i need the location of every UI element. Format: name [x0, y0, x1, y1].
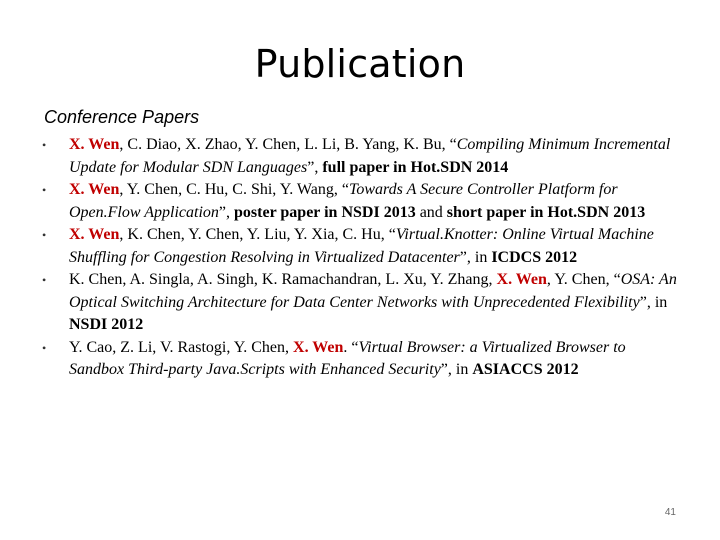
venue-text: ICDCS 2012	[491, 248, 578, 266]
authors-text: , Y. Chen, “	[546, 271, 621, 288]
bullet-icon: •	[42, 273, 47, 287]
separator-text: ”, in	[639, 293, 668, 311]
highlighted-author: X. Wen	[496, 271, 547, 288]
separator-text: ”, in	[440, 361, 473, 378]
paper-title: Compiling Minimum Incremental Update for Modular SDN Languages	[69, 136, 671, 176]
authors-text: , Y. Chen, C. Hu, C. Shi, Y. Wang, “	[119, 181, 349, 198]
bullet-icon: •	[42, 138, 47, 152]
separator-text: ”,	[218, 203, 235, 221]
publication-item	[42, 269, 682, 337]
separator-text: and	[415, 203, 447, 221]
paper-title: OSA: An Optical Switching Architecture for Data Center Networks with Unprecedented Flexibility	[69, 271, 677, 311]
publication-item	[42, 337, 682, 382]
authors-text: Y. Cao, Z. Li, V. Rastogi, Y. Chen,	[69, 338, 294, 356]
paper-title: Towards A Secure Controller Platform for Open.Flow Application	[69, 181, 618, 221]
highlighted-author: X. Wen	[69, 181, 120, 198]
highlighted-author: X. Wen	[293, 338, 344, 356]
venue-text: poster paper in NSDI 2013	[234, 203, 416, 221]
publication-item	[42, 179, 682, 224]
venue-text: full paper in Hot.SDN 2014	[322, 158, 509, 176]
publication-item	[42, 134, 682, 179]
venue-text: NSDI 2012	[69, 316, 144, 333]
separator-text: ”, in	[459, 248, 492, 266]
authors-text: K. Chen, A. Singla, A. Singh, K. Ramachandran, L. Xu, Y. Zhang,	[69, 271, 497, 288]
venue-text: short paper in Hot.SDN 2013	[446, 203, 646, 221]
page-number: 41	[664, 507, 676, 518]
separator-text: ”,	[307, 158, 323, 176]
paper-title: Virtual Browser: a Virtualized Browser to Sandbox Third-party Java.Scripts with Enhanced Security	[69, 338, 626, 378]
authors-text: , K. Chen, Y. Chen, Y. Liu, Y. Xia, C. Hu, “	[119, 226, 396, 243]
separator-text: . “	[343, 338, 359, 356]
highlighted-author: X. Wen	[69, 136, 120, 153]
publication-list	[42, 134, 682, 382]
bullet-icon: •	[42, 340, 47, 355]
venue-text: ASIACCS 2012	[472, 361, 579, 378]
slide-title: Publication	[254, 42, 466, 86]
authors-text: , C. Diao, X. Zhao, Y. Chen, L. Li, B. Yang, K. Bu, “	[119, 136, 457, 153]
bullet-icon: •	[42, 228, 47, 242]
section-heading: Conference Papers	[44, 107, 200, 127]
highlighted-author: X. Wen	[69, 226, 120, 243]
paper-title: Virtual.Knotter: Online Virtual Machine Shuffling for Congestion Resolving in Virtualized Datacenter	[69, 226, 654, 266]
bullet-icon: •	[42, 183, 47, 197]
publication-item	[42, 224, 682, 269]
